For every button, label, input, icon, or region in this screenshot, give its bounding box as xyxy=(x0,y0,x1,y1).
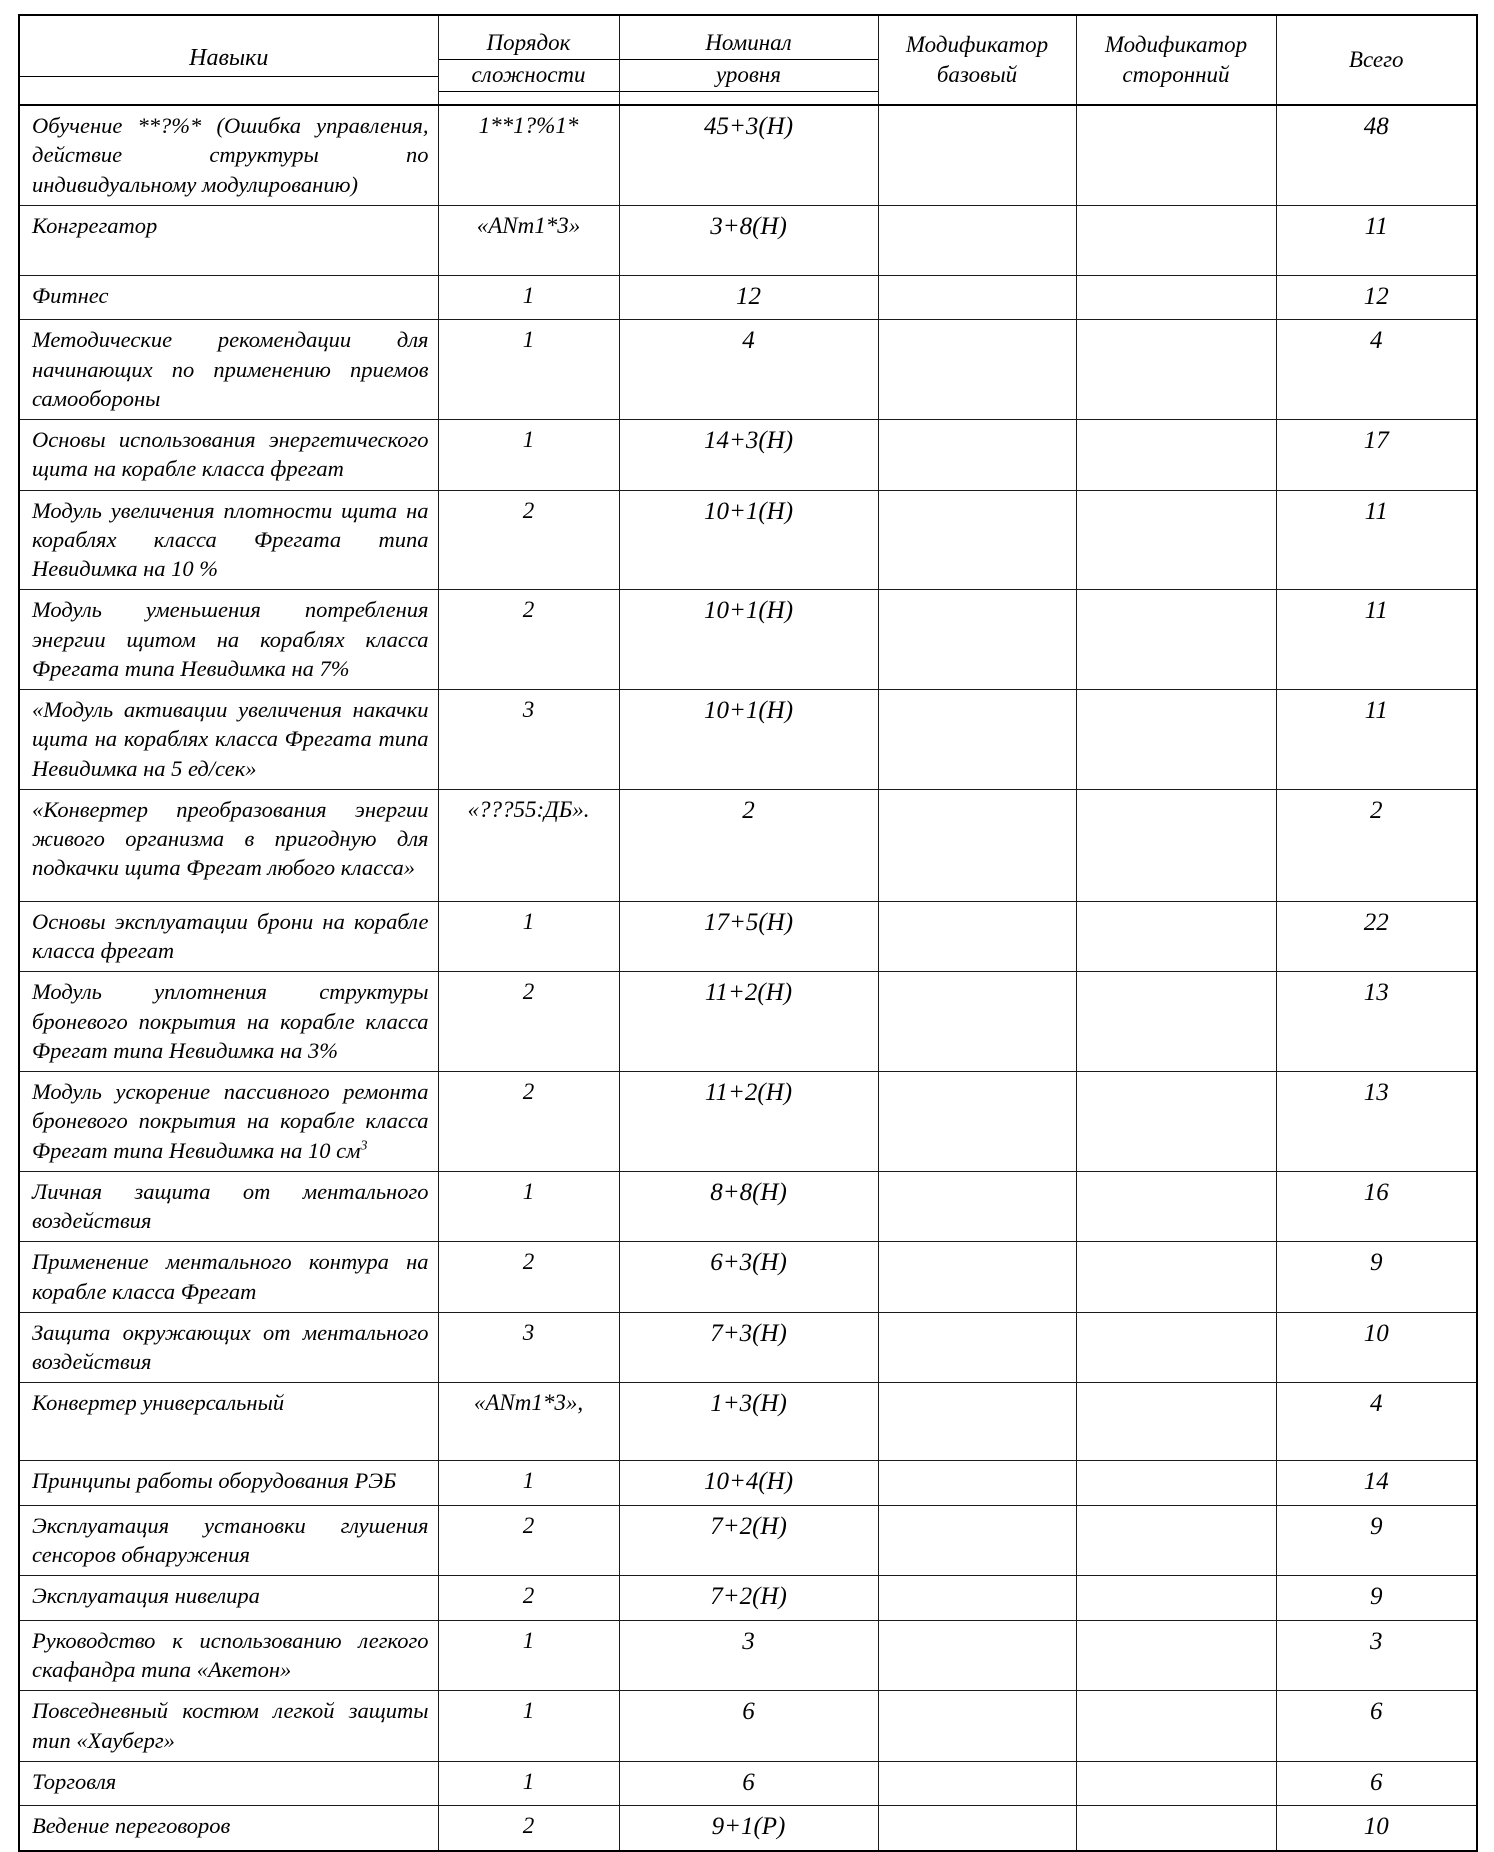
cell-total: 9 xyxy=(1276,1576,1477,1621)
cell-nominal: 14+3(Н) xyxy=(619,420,878,491)
cell-modifier-external xyxy=(1076,105,1276,205)
cell-modifier-external xyxy=(1076,490,1276,590)
cell-modifier-base xyxy=(878,1383,1076,1461)
header-text: Порядок xyxy=(439,28,619,60)
cell-modifier-external xyxy=(1076,901,1276,972)
cell-modifier-base xyxy=(878,1761,1076,1806)
table-row xyxy=(19,105,1477,205)
table-row xyxy=(19,901,1477,972)
header-text: базовый xyxy=(936,62,1018,87)
cell-skill: Конгрегатор xyxy=(19,205,438,275)
cell-total: 22 xyxy=(1276,901,1477,972)
skill-superscript: 3 xyxy=(360,1138,368,1153)
cell-nominal: 1+3(Н) xyxy=(619,1383,878,1461)
cell-order: 1 xyxy=(438,1691,619,1762)
cell-skill: Основы использования энергетического щита на корабле класса фрегат xyxy=(19,420,438,491)
cell-skill: Модуль увеличения плотности щита на кораблях класса Фрегата типа Невидимка на 10 % xyxy=(19,490,438,590)
column-header-label xyxy=(879,30,1076,90)
table-row xyxy=(19,590,1477,690)
cell-modifier-base xyxy=(878,1505,1076,1576)
cell-nominal: 45+3(Н) xyxy=(619,105,878,205)
table-row xyxy=(19,1383,1477,1461)
table-row xyxy=(19,1806,1477,1851)
column-header-label xyxy=(620,28,878,92)
cell-total: 9 xyxy=(1276,1505,1477,1576)
cell-total: 11 xyxy=(1276,690,1477,790)
table-row xyxy=(19,320,1477,420)
cell-skill: Применение ментального контура на корабле класса Фрегат xyxy=(19,1242,438,1313)
cell-skill: Обучение **?%* (Ошибка управления, действие структуры по индивидуальному модулированию) xyxy=(19,105,438,205)
cell-skill: Основы эксплуатации брони на корабле класса фрегат xyxy=(19,901,438,972)
cell-modifier-external xyxy=(1076,690,1276,790)
cell-nominal: 17+5(Н) xyxy=(619,901,878,972)
cell-modifier-base xyxy=(878,690,1076,790)
cell-order: 2 xyxy=(438,1576,619,1621)
cell-modifier-external xyxy=(1076,1072,1276,1172)
cell-order: 3 xyxy=(438,690,619,790)
cell-total: 6 xyxy=(1276,1761,1477,1806)
table-row xyxy=(19,1242,1477,1313)
column-header-modext xyxy=(1076,15,1276,105)
cell-modifier-base xyxy=(878,1312,1076,1383)
cell-modifier-base xyxy=(878,901,1076,972)
cell-modifier-external xyxy=(1076,205,1276,275)
cell-total: 48 xyxy=(1276,105,1477,205)
cell-skill: Конвертер универсальный xyxy=(19,1383,438,1461)
cell-modifier-external xyxy=(1076,320,1276,420)
cell-modifier-external xyxy=(1076,1242,1276,1313)
cell-order: 1 xyxy=(438,320,619,420)
column-header-label xyxy=(1277,45,1477,75)
cell-order: 1 xyxy=(438,1171,619,1242)
cell-order: «ANm1*3», xyxy=(438,1383,619,1461)
cell-total: 3 xyxy=(1276,1620,1477,1691)
cell-order: 1 xyxy=(438,420,619,491)
cell-nominal: 9+1(Р) xyxy=(619,1806,878,1851)
cell-skill: Повседневный костюм легкой защиты тип «Хауберг» xyxy=(19,1691,438,1762)
cell-nominal: 3 xyxy=(619,1620,878,1691)
cell-order: 1 xyxy=(438,901,619,972)
table-row xyxy=(19,275,1477,320)
cell-modifier-base xyxy=(878,972,1076,1072)
cell-order: 2 xyxy=(438,1242,619,1313)
column-header-skill xyxy=(19,15,438,105)
cell-total: 17 xyxy=(1276,420,1477,491)
cell-total: 13 xyxy=(1276,972,1477,1072)
cell-modifier-base xyxy=(878,490,1076,590)
header-text: Модификатор xyxy=(1104,32,1248,58)
cell-nominal: 11+2(Н) xyxy=(619,972,878,1072)
cell-modifier-base xyxy=(878,320,1076,420)
cell-nominal: 10+1(Н) xyxy=(619,490,878,590)
cell-skill: Торговля xyxy=(19,1761,438,1806)
cell-total: 13 xyxy=(1276,1072,1477,1172)
cell-skill: Эксплуатация установки глушения сенсоров обнаружения xyxy=(19,1505,438,1576)
cell-nominal: 3+8(Н) xyxy=(619,205,878,275)
cell-nominal: 7+3(Н) xyxy=(619,1312,878,1383)
header-text: уровня xyxy=(620,60,878,92)
table-header-row xyxy=(19,15,1477,105)
cell-order: 1 xyxy=(438,1461,619,1506)
header-text: Номинал xyxy=(620,28,878,60)
cell-order: 1 xyxy=(438,275,619,320)
cell-total: 10 xyxy=(1276,1312,1477,1383)
table-row xyxy=(19,1505,1477,1576)
table-row xyxy=(19,1761,1477,1806)
header-text: сложности xyxy=(439,60,619,92)
cell-skill: Личная защита от ментального воздействия xyxy=(19,1171,438,1242)
cell-nominal: 2 xyxy=(619,789,878,901)
table-row xyxy=(19,420,1477,491)
cell-modifier-base xyxy=(878,789,1076,901)
cell-nominal: 10+1(Н) xyxy=(619,690,878,790)
cell-order: 2 xyxy=(438,1505,619,1576)
column-header-total xyxy=(1276,15,1477,105)
table-row xyxy=(19,1461,1477,1506)
cell-nominal: 6 xyxy=(619,1761,878,1806)
cell-modifier-base xyxy=(878,420,1076,491)
cell-modifier-base xyxy=(878,590,1076,690)
cell-order: «???55:ДБ». xyxy=(438,789,619,901)
cell-skill: Руководство к использованию легкого скафандра типа «Акетон» xyxy=(19,1620,438,1691)
table-row xyxy=(19,490,1477,590)
header-text: Всего xyxy=(1348,47,1404,73)
cell-modifier-external xyxy=(1076,420,1276,491)
cell-order: 2 xyxy=(438,1806,619,1851)
cell-skill: «Модуль активации увеличения накачки щита на кораблях класса Фрегата типа Невидимка на 5 ед/сек» xyxy=(19,690,438,790)
table-header xyxy=(19,15,1477,105)
cell-nominal: 6+3(Н) xyxy=(619,1242,878,1313)
cell-skill: Фитнес xyxy=(19,275,438,320)
table-row xyxy=(19,789,1477,901)
cell-total: 2 xyxy=(1276,789,1477,901)
row-spacer xyxy=(32,240,429,266)
cell-order: 2 xyxy=(438,1072,619,1172)
table-row xyxy=(19,690,1477,790)
cell-modifier-external xyxy=(1076,590,1276,690)
cell-skill: Принципы работы оборудования РЭБ xyxy=(19,1461,438,1506)
cell-modifier-base xyxy=(878,275,1076,320)
cell-modifier-external xyxy=(1076,972,1276,1072)
column-header-label xyxy=(439,28,619,92)
cell-total: 4 xyxy=(1276,1383,1477,1461)
cell-modifier-base xyxy=(878,105,1076,205)
skills-table xyxy=(18,14,1478,1852)
cell-modifier-external xyxy=(1076,1691,1276,1762)
table-body xyxy=(19,105,1477,1851)
column-header-label xyxy=(20,43,438,76)
table-row xyxy=(19,1072,1477,1172)
table-row xyxy=(19,205,1477,275)
cell-order: 1 xyxy=(438,1761,619,1806)
table-row xyxy=(19,1576,1477,1621)
cell-order: «ANm1*3» xyxy=(438,205,619,275)
header-text: Навыки xyxy=(20,43,438,76)
cell-nominal: 7+2(Н) xyxy=(619,1576,878,1621)
cell-nominal: 4 xyxy=(619,320,878,420)
cell-total: 4 xyxy=(1276,320,1477,420)
cell-modifier-base xyxy=(878,1806,1076,1851)
column-header-label xyxy=(1077,30,1276,90)
cell-skill: Защита окружающих от ментального воздействия xyxy=(19,1312,438,1383)
cell-skill: Модуль ускорение пассивного ремонта броневого покрытия на корабле класса Фрегат типа Невидимка на 10 $см^3$ xyxy=(19,1072,438,1172)
cell-order: 2 xyxy=(438,972,619,1072)
column-header-order xyxy=(438,15,619,105)
cell-total: 11 xyxy=(1276,205,1477,275)
cell-order: 2 xyxy=(438,590,619,690)
cell-modifier-base xyxy=(878,205,1076,275)
table-row xyxy=(19,1691,1477,1762)
cell-nominal: 10+1(Н) xyxy=(619,590,878,690)
cell-total: 11 xyxy=(1276,490,1477,590)
column-header-nominal xyxy=(619,15,878,105)
table-row xyxy=(19,1312,1477,1383)
cell-order: 1**1?%1* xyxy=(438,105,619,205)
cell-modifier-base xyxy=(878,1171,1076,1242)
cell-nominal: 7+2(Н) xyxy=(619,1505,878,1576)
cell-modifier-external xyxy=(1076,1505,1276,1576)
cell-skill: Модуль уплотнения структуры броневого покрытия на корабле класса Фрегат типа Невидимка на 3% xyxy=(19,972,438,1072)
cell-modifier-external xyxy=(1076,1312,1276,1383)
cell-nominal: 12 xyxy=(619,275,878,320)
cell-modifier-base xyxy=(878,1072,1076,1172)
cell-order: 2 xyxy=(438,490,619,590)
cell-modifier-external xyxy=(1076,789,1276,901)
table-row xyxy=(19,1171,1477,1242)
cell-modifier-external xyxy=(1076,1761,1276,1806)
cell-order: 3 xyxy=(438,1312,619,1383)
cell-total: 11 xyxy=(1276,590,1477,690)
cell-skill: Методические рекомендации для начинающих по применению приемов самообороны xyxy=(19,320,438,420)
cell-skill: «Конвертер преобразования энергии живого организма в пригодную для подкачки щита Фрегат любого класса» xyxy=(19,789,438,901)
cell-modifier-base xyxy=(878,1620,1076,1691)
table-row xyxy=(19,972,1477,1072)
cell-modifier-base xyxy=(878,1461,1076,1506)
cell-order: 1 xyxy=(438,1620,619,1691)
cell-modifier-base xyxy=(878,1691,1076,1762)
cell-modifier-base xyxy=(878,1576,1076,1621)
cell-skill: Эксплуатация нивелира xyxy=(19,1576,438,1621)
cell-modifier-external xyxy=(1076,1620,1276,1691)
cell-total: 12 xyxy=(1276,275,1477,320)
cell-modifier-external xyxy=(1076,1576,1276,1621)
cell-total: 16 xyxy=(1276,1171,1477,1242)
cell-modifier-external xyxy=(1076,1806,1276,1851)
cell-modifier-external xyxy=(1076,1461,1276,1506)
row-spacer xyxy=(32,1418,429,1444)
cell-total: 6 xyxy=(1276,1691,1477,1762)
cell-skill: Ведение переговоров xyxy=(19,1806,438,1851)
header-text: сторонний xyxy=(1122,62,1230,87)
cell-modifier-external xyxy=(1076,1383,1276,1461)
cell-nominal: 10+4(Н) xyxy=(619,1461,878,1506)
cell-modifier-base xyxy=(878,1242,1076,1313)
cell-modifier-external xyxy=(1076,275,1276,320)
table-row xyxy=(19,1620,1477,1691)
cell-nominal: 8+8(Н) xyxy=(619,1171,878,1242)
column-header-modbase xyxy=(878,15,1076,105)
cell-total: 9 xyxy=(1276,1242,1477,1313)
cell-total: 14 xyxy=(1276,1461,1477,1506)
cell-nominal: 6 xyxy=(619,1691,878,1762)
cell-nominal: 11+2(Н) xyxy=(619,1072,878,1172)
cell-total: 10 xyxy=(1276,1806,1477,1851)
cell-skill: Модуль уменьшения потребления энергии щитом на кораблях класса Фрегата типа Невидимка на 7% xyxy=(19,590,438,690)
header-text: Модификатор xyxy=(905,32,1049,58)
cell-modifier-external xyxy=(1076,1171,1276,1242)
